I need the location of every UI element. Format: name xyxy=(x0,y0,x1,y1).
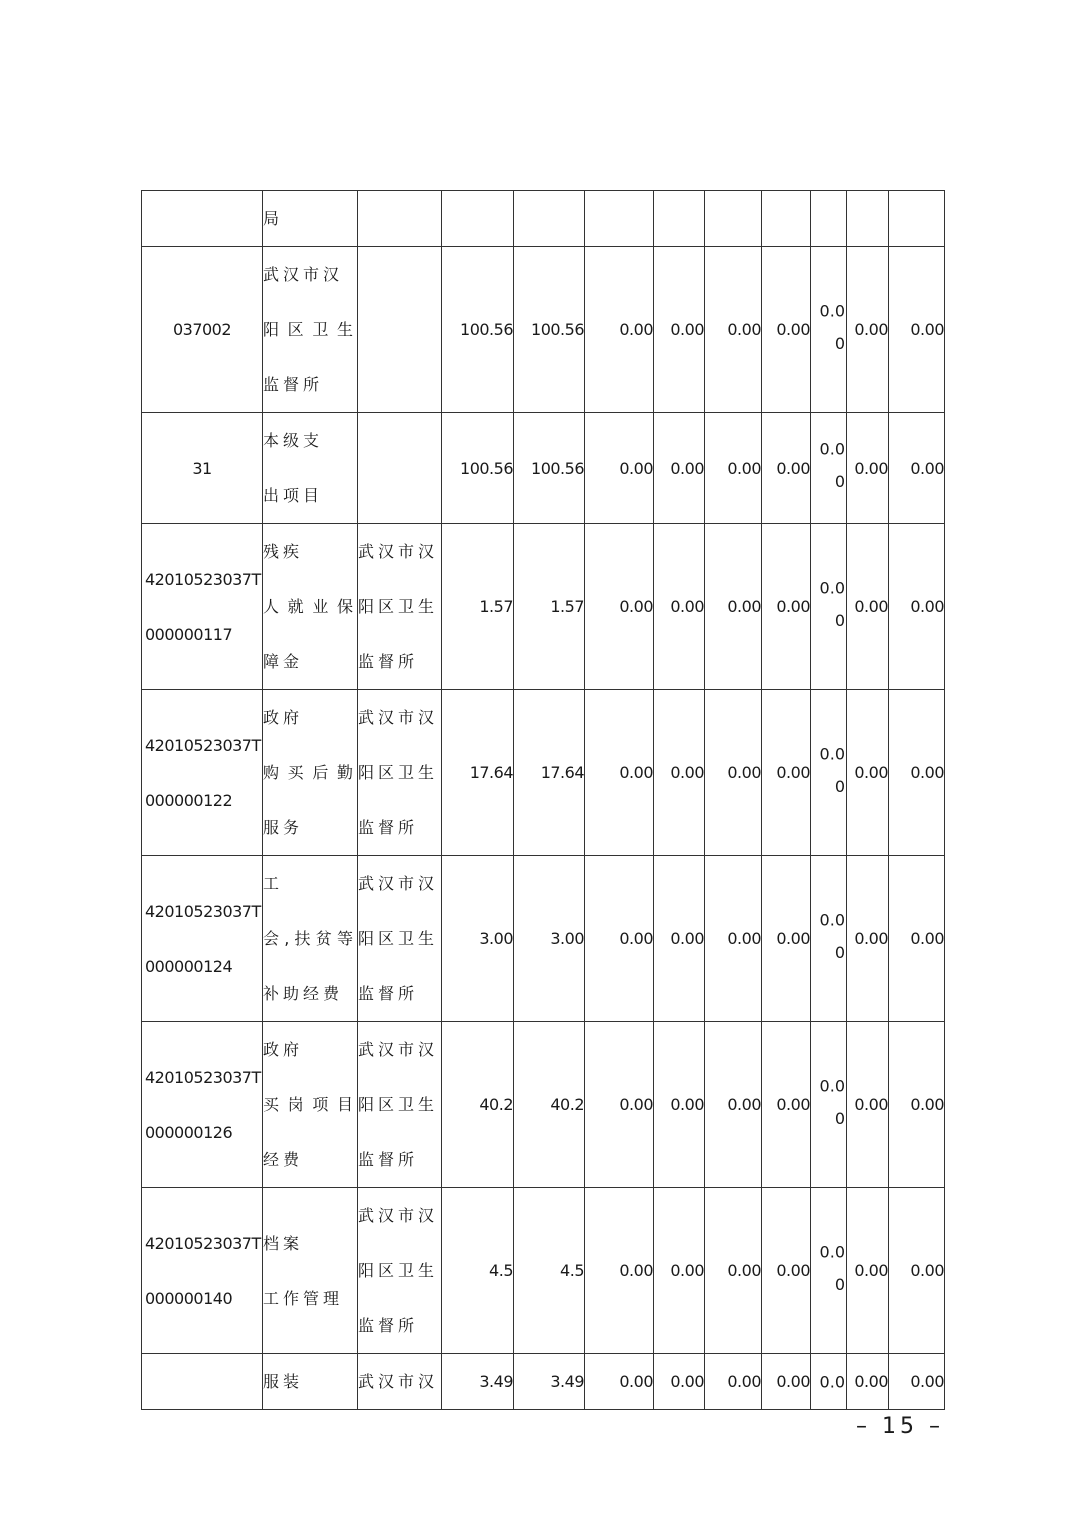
project-code-cell: 42010523037T000000126 xyxy=(142,1022,263,1188)
amount-cell: 0.00 xyxy=(847,524,889,690)
narrow-amount-cell: 0.0 0 xyxy=(811,1188,847,1354)
amount-cell: 0.00 xyxy=(889,690,945,856)
table-row xyxy=(142,191,945,247)
amount-cell: 3.49 xyxy=(442,1354,514,1410)
amount-cell: 0.00 xyxy=(585,1354,654,1410)
amount-cell xyxy=(762,191,811,247)
amount-cell: 0.00 xyxy=(762,1022,811,1188)
project-code-cell: 42010523037T000000140 xyxy=(142,1188,263,1354)
amount-cell: 0.00 xyxy=(654,856,705,1022)
amount-cell xyxy=(442,191,514,247)
narrow-amount-cell: 0.0 0 xyxy=(811,1022,847,1188)
org-cell: 武汉市汉阳区卫生监督所 xyxy=(358,690,442,856)
amount-cell: 0.00 xyxy=(762,413,811,524)
project-name-cell: 政府 买岗项目经费 xyxy=(263,1022,358,1188)
amount-cell: 100.56 xyxy=(442,413,514,524)
amount-cell xyxy=(889,191,945,247)
amount-cell: 0.00 xyxy=(889,524,945,690)
amount-cell: 0.00 xyxy=(705,524,762,690)
amount-cell: 0.00 xyxy=(762,1354,811,1410)
org-cell: 武汉市汉阳区卫生监督所 xyxy=(358,524,442,690)
org-cell: 武汉市汉阳区卫生监督所 xyxy=(358,1022,442,1188)
project-code-cell xyxy=(142,191,263,247)
amount-cell: 4.5 xyxy=(442,1188,514,1354)
amount-cell: 4.5 xyxy=(514,1188,585,1354)
amount-cell: 17.64 xyxy=(514,690,585,856)
amount-cell: 0.00 xyxy=(847,690,889,856)
table-row xyxy=(142,524,945,690)
amount-cell: 0.00 xyxy=(705,1354,762,1410)
project-code-cell: 31 xyxy=(142,413,263,524)
amount-cell xyxy=(705,191,762,247)
table-row xyxy=(142,1354,945,1410)
amount-cell: 0.00 xyxy=(705,247,762,413)
table-row xyxy=(142,1188,945,1354)
narrow-amount-cell: 0.0 0 xyxy=(811,690,847,856)
narrow-amount-cell: 0.0 xyxy=(811,1354,847,1410)
narrow-amount-cell: 0.0 0 xyxy=(811,524,847,690)
project-name-cell: 局 xyxy=(263,191,358,247)
amount-cell: 0.00 xyxy=(847,247,889,413)
amount-cell: 0.00 xyxy=(847,413,889,524)
amount-cell: 0.00 xyxy=(762,690,811,856)
amount-cell: 0.00 xyxy=(585,1188,654,1354)
amount-cell: 0.00 xyxy=(889,413,945,524)
amount-cell: 0.00 xyxy=(654,524,705,690)
project-name-cell: 残疾 人就业保障金 xyxy=(263,524,358,690)
project-code-cell xyxy=(142,1354,263,1410)
amount-cell: 0.00 xyxy=(889,1188,945,1354)
narrow-amount-cell: 0.0 0 xyxy=(811,247,847,413)
org-cell: 武汉市汉 xyxy=(358,1354,442,1410)
table-row xyxy=(142,690,945,856)
amount-cell xyxy=(847,191,889,247)
project-name-cell: 服装 xyxy=(263,1354,358,1410)
amount-cell: 0.00 xyxy=(705,1188,762,1354)
amount-cell: 0.00 xyxy=(654,1354,705,1410)
amount-cell: 0.00 xyxy=(585,247,654,413)
amount-cell: 0.00 xyxy=(847,1354,889,1410)
project-name-cell: 本级支 出项目 xyxy=(263,413,358,524)
org-cell xyxy=(358,191,442,247)
table-row xyxy=(142,1022,945,1188)
amount-cell: 0.00 xyxy=(654,247,705,413)
amount-cell: 0.00 xyxy=(585,524,654,690)
project-name-cell: 政府 购买后勤服务 xyxy=(263,690,358,856)
amount-cell: 0.00 xyxy=(762,524,811,690)
amount-cell: 0.00 xyxy=(585,690,654,856)
amount-cell: 100.56 xyxy=(442,247,514,413)
amount-cell: 0.00 xyxy=(847,1022,889,1188)
org-cell: 武汉市汉阳区卫生监督所 xyxy=(358,1188,442,1354)
project-name-cell: 武汉市汉 阳区卫生监督所 xyxy=(263,247,358,413)
amount-cell: 0.00 xyxy=(889,247,945,413)
amount-cell: 0.00 xyxy=(585,856,654,1022)
project-name-cell: 工 会,扶贫等补助经费 xyxy=(263,856,358,1022)
narrow-amount-cell xyxy=(811,191,847,247)
amount-cell: 0.00 xyxy=(585,413,654,524)
table-row xyxy=(142,856,945,1022)
amount-cell: 0.00 xyxy=(654,1022,705,1188)
project-code-cell: 037002 xyxy=(142,247,263,413)
amount-cell: 1.57 xyxy=(442,524,514,690)
amount-cell: 0.00 xyxy=(847,856,889,1022)
narrow-amount-cell: 0.0 0 xyxy=(811,413,847,524)
amount-cell: 0.00 xyxy=(847,1188,889,1354)
amount-cell: 0.00 xyxy=(585,1022,654,1188)
project-code-cell: 42010523037T000000122 xyxy=(142,690,263,856)
amount-cell: 0.00 xyxy=(705,413,762,524)
page-number: – 15 – xyxy=(856,1414,944,1439)
amount-cell: 40.2 xyxy=(514,1022,585,1188)
amount-cell: 0.00 xyxy=(889,1022,945,1188)
amount-cell: 40.2 xyxy=(442,1022,514,1188)
project-name-cell: 档案 工作管理 xyxy=(263,1188,358,1354)
amount-cell: 0.00 xyxy=(654,1188,705,1354)
org-cell xyxy=(358,247,442,413)
amount-cell: 100.56 xyxy=(514,247,585,413)
amount-cell: 0.00 xyxy=(762,1188,811,1354)
amount-cell: 3.00 xyxy=(442,856,514,1022)
amount-cell xyxy=(514,191,585,247)
amount-cell xyxy=(654,191,705,247)
amount-cell: 0.00 xyxy=(705,856,762,1022)
amount-cell: 0.00 xyxy=(762,247,811,413)
amount-cell: 1.57 xyxy=(514,524,585,690)
amount-cell: 0.00 xyxy=(762,856,811,1022)
project-code-cell: 42010523037T000000117 xyxy=(142,524,263,690)
amount-cell xyxy=(585,191,654,247)
amount-cell: 3.00 xyxy=(514,856,585,1022)
amount-cell: 100.56 xyxy=(514,413,585,524)
amount-cell: 17.64 xyxy=(442,690,514,856)
amount-cell: 0.00 xyxy=(654,690,705,856)
project-code-cell: 42010523037T000000124 xyxy=(142,856,263,1022)
narrow-amount-cell: 0.0 0 xyxy=(811,856,847,1022)
amount-cell: 3.49 xyxy=(514,1354,585,1410)
amount-cell: 0.00 xyxy=(705,690,762,856)
amount-cell: 0.00 xyxy=(654,413,705,524)
amount-cell: 0.00 xyxy=(889,856,945,1022)
org-cell: 武汉市汉阳区卫生监督所 xyxy=(358,856,442,1022)
budget-table xyxy=(141,190,945,1410)
org-cell xyxy=(358,413,442,524)
amount-cell: 0.00 xyxy=(705,1022,762,1188)
amount-cell: 0.00 xyxy=(889,1354,945,1410)
table-row xyxy=(142,247,945,413)
table-row xyxy=(142,413,945,524)
